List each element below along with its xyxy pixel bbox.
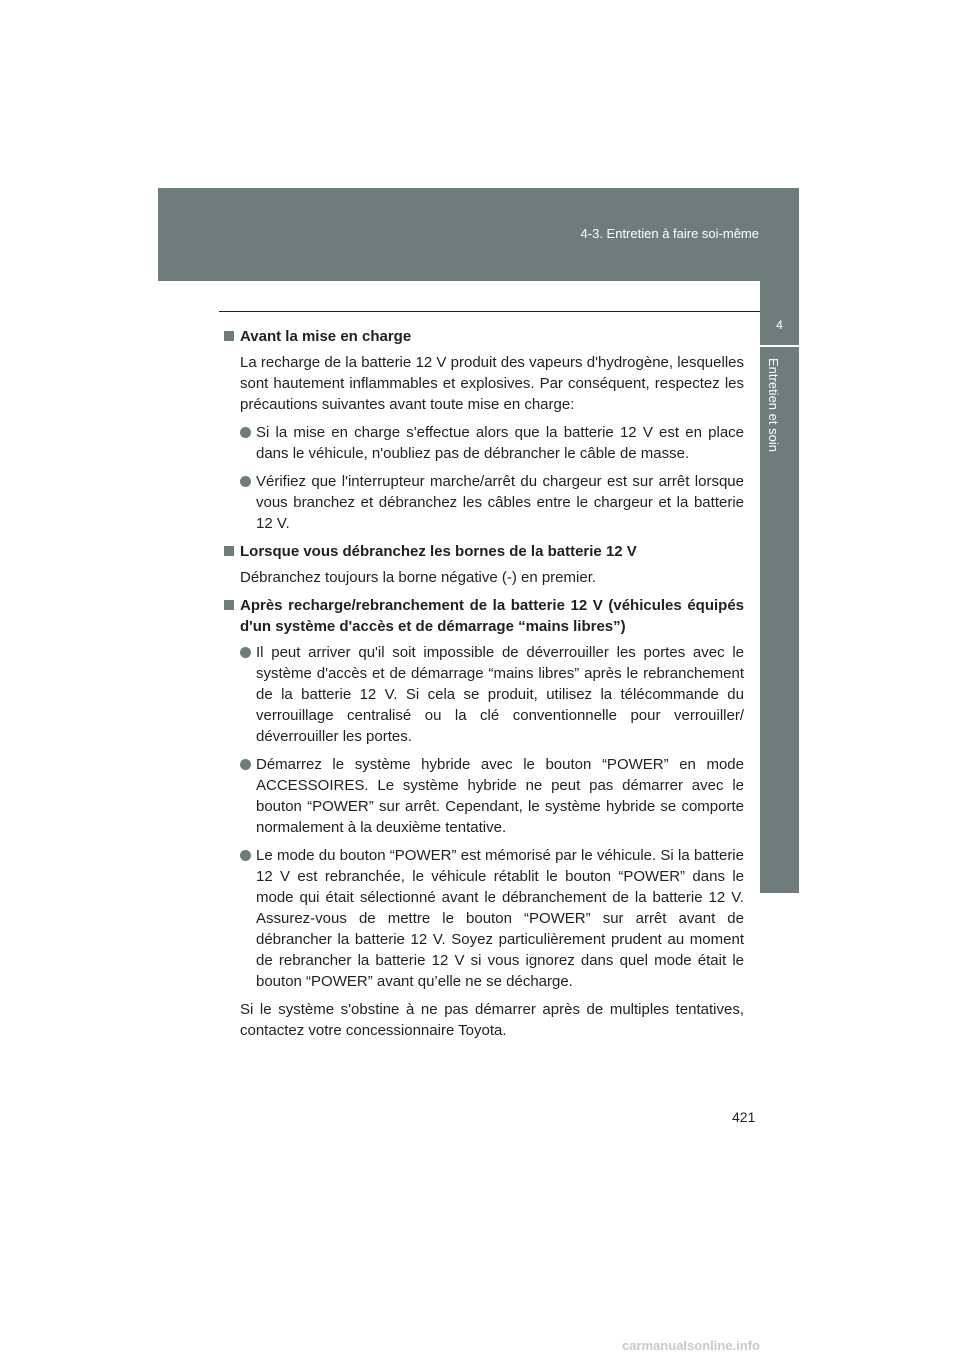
heading-text: Avant la mise en charge <box>240 328 412 345</box>
circle-bullet-icon <box>240 850 251 861</box>
heading-text: Après recharge/rebranchement de la batterie 12 V (véhicules équipés d'un système d'accès et de démarrage “mains libres”) <box>240 597 744 635</box>
list-item <box>240 642 744 747</box>
tab-divider <box>760 345 799 347</box>
section-title: 4-3. Entretien à faire soi-même <box>580 226 759 241</box>
content-body <box>222 326 744 1048</box>
page-number: 421 <box>732 1109 756 1125</box>
top-rule <box>219 311 760 312</box>
section-heading <box>222 541 744 562</box>
list-item <box>240 845 744 992</box>
square-bullet-icon <box>224 331 234 341</box>
circle-bullet-icon <box>240 759 251 770</box>
square-bullet-icon <box>224 600 234 610</box>
square-bullet-icon <box>224 546 234 556</box>
circle-bullet-icon <box>240 427 251 438</box>
chapter-label: Entretien et soin <box>766 358 781 452</box>
header-band <box>158 188 799 281</box>
paragraph: La recharge de la batterie 12 V produit des vapeurs d'hydrogène, lesquelles sont hautement inflammables et explosives. Par conséquent, respectez les précautions suivantes avant toute mise en charge: <box>240 354 744 413</box>
list-item-text: Si la mise en charge s'effectue alors que la batterie 12 V est en place dans le véhicule, n'oubliez pas de débrancher le câble de masse. <box>256 424 744 462</box>
paragraph: Débranchez toujours la borne négative (-) en premier. <box>240 569 597 586</box>
list-item <box>240 754 744 838</box>
chapter-number: 4 <box>776 318 783 332</box>
list-item-text: Démarrez le système hybride avec le bouton “POWER” en mode ACCESSOIRES. Le système hybride ne peut pas démarrer avec le bouton “POWER” sur arrêt. Cependant, le système hybride se comporte normalement à la deuxième tentative. <box>256 756 744 836</box>
list-item <box>240 422 744 464</box>
chapter-side-tab <box>760 281 799 893</box>
list-item-text: Vérifiez que l'interrupteur marche/arrêt du chargeur est sur arrêt lorsque vous branchez et débranchez les câbles entre le chargeur et la batterie 12 V. <box>256 473 744 532</box>
section-heading <box>222 595 744 637</box>
heading-text: Lorsque vous débranchez les bornes de la batterie 12 V <box>240 543 637 560</box>
paragraph: Si le système s'obstine à ne pas démarrer après de multiples tentatives, contactez votre concessionnaire Toyota. <box>240 1001 744 1039</box>
list-item <box>240 471 744 534</box>
list-item-text: Il peut arriver qu'il soit impossible de déverrouiller les portes avec le système d'accès et de démarrage “mains libres” après le rebranchement de la batterie 12 V. Si cela se produit, utilisez la télécommande du verrouillage centralisé ou la clé conventionnelle pour verrouiller/ déverrouiller les portes. <box>256 644 744 745</box>
section-heading <box>222 326 744 347</box>
circle-bullet-icon <box>240 647 251 658</box>
list-item-text: Le mode du bouton “POWER” est mémorisé par le véhicule. Si la batterie 12 V est rebranchée, le véhicule rétablit le bouton “POWER” dans le mode qui était sélectionné avant le débranchement de la batterie 12 V. Assurez-vous de mettre le bouton “POWER” sur arrêt avant de débrancher la batterie 12 V. Soyez particulièrement prudent au moment de rebrancher la batterie 12 V si vous ignorez dans quel mode était le bouton “POWER” avant qu’elle ne se décharge. <box>256 847 744 990</box>
watermark: carmanualsonline.info <box>622 1338 760 1353</box>
circle-bullet-icon <box>240 476 251 487</box>
